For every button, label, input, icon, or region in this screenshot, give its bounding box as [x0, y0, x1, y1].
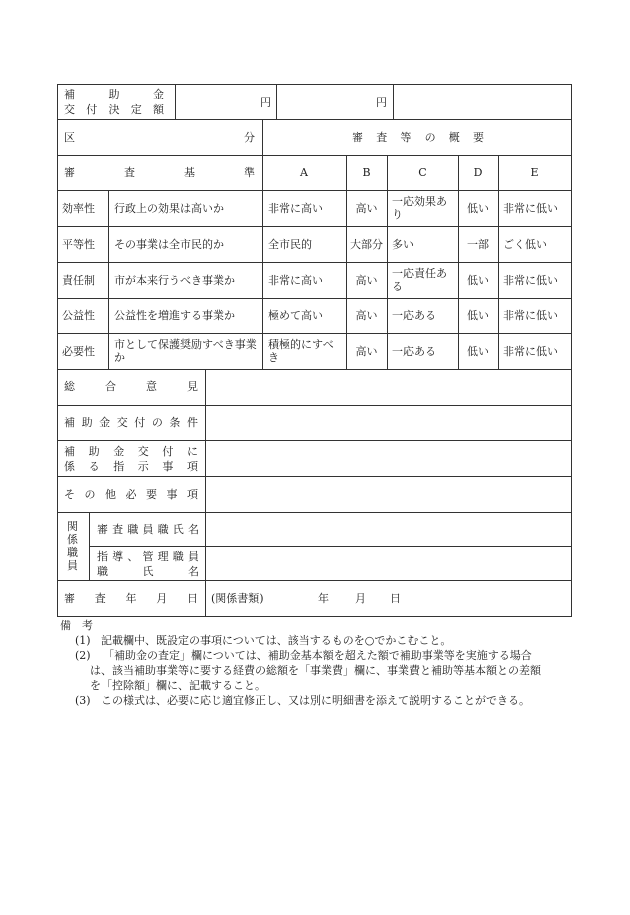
note-3-text: この様式は、必要に応じ適宜修正し、又は別に明細書を添えて説明することができる。 — [101, 694, 530, 707]
criterion-question: 公益性を増進する事業か — [114, 309, 235, 322]
grade-b-cell: 高い — [355, 345, 378, 358]
note-2-text-line3: を「控除額」欄に、記載すること。 — [90, 679, 266, 692]
criterion-name: 責任制 — [62, 274, 95, 287]
grade-e-cell: 非常に低い — [503, 345, 558, 358]
grade-d-cell: 低い — [467, 202, 489, 215]
related-documents-label: (関係書類) — [211, 592, 264, 605]
col-divider — [498, 155, 499, 369]
day-unit: 日 — [390, 592, 401, 605]
grade-c-cell: 多い — [392, 238, 414, 251]
col-divider — [458, 155, 459, 369]
col-divider — [262, 119, 263, 369]
yen-unit-2: 円 — [376, 96, 387, 109]
grade-a-cell: 積極的にすべき — [268, 338, 334, 364]
grade-header-c: C — [418, 166, 427, 179]
grant-instructions-label-line2: 係 る 指 示 事 項 — [64, 460, 198, 473]
grade-a-cell: 全市民的 — [268, 238, 312, 251]
criterion-question: 市が本来行うべき事業か — [114, 274, 235, 287]
row-divider — [57, 298, 572, 299]
note-2-text-line1: 「補助金の査定」欄については、補助金基本額を超えた額で補助事業等を実施する場合 — [103, 649, 532, 662]
row-divider — [57, 405, 572, 406]
table-border-top — [57, 84, 572, 85]
grade-d-cell: 低い — [467, 274, 489, 287]
grade-c-cell: 一応責任ある — [392, 267, 447, 293]
criterion-question: 行政上の効果は高いか — [114, 202, 224, 215]
grade-header-d: D — [473, 166, 483, 179]
grade-e-cell: 非常に低い — [503, 202, 558, 215]
table-border-bottom — [57, 616, 572, 617]
grade-d-cell: 低い — [467, 309, 489, 322]
row-divider — [57, 119, 572, 120]
grade-e-cell: ごく低い — [503, 238, 547, 251]
yen-unit-1: 円 — [260, 96, 271, 109]
row-divider — [57, 440, 572, 441]
row-divider — [57, 512, 572, 513]
grade-header-e: E — [530, 166, 539, 179]
other-matters-label: そ の 他 必 要 事 項 — [64, 488, 198, 501]
grade-a-cell: 非常に高い — [268, 202, 323, 215]
col-divider — [205, 369, 206, 617]
table-border-left — [57, 84, 58, 617]
col-divider — [346, 155, 347, 369]
row-divider — [57, 155, 572, 156]
criterion-question: その事業は全市民的か — [114, 238, 224, 251]
col-divider — [89, 512, 90, 581]
manager-name-label-line1: 指 導 、 管 理 職 員 — [97, 550, 199, 563]
grade-c-cell: 一応ある — [392, 345, 436, 358]
overall-opinion-label: 総 合 意 見 — [64, 380, 198, 393]
month-unit: 月 — [355, 592, 366, 605]
note-2-number: (2) — [75, 649, 91, 662]
grade-c-cell: 一応ある — [392, 309, 436, 322]
review-date-label: 審 査 年 月 日 — [64, 592, 198, 605]
row-divider — [57, 580, 572, 581]
grant-instructions-label-line1: 補 助 金 交 付 に — [64, 445, 198, 458]
criterion-name: 必要性 — [62, 345, 95, 358]
related-staff-label: 関係職員 — [67, 520, 78, 572]
row-divider — [57, 190, 572, 191]
grade-e-cell: 非常に低い — [503, 309, 558, 322]
grade-header-a: A — [300, 166, 308, 179]
col-divider — [387, 155, 388, 369]
row-divider — [57, 226, 572, 227]
grade-b-cell: 高い — [355, 309, 378, 322]
note-3-number: (3) — [75, 694, 91, 707]
grant-conditions-label: 補 助 金 交 付 の 条 件 — [64, 416, 198, 429]
criterion-name: 効率性 — [62, 202, 95, 215]
section-label: 区 分 — [64, 131, 255, 144]
notes-title: 備 考 — [60, 619, 93, 632]
amount-label-line2: 交 付 決 定 額 — [64, 103, 164, 116]
review-overview-label: 審 査 等 の 概 要 — [352, 131, 484, 144]
amount-label-line1: 補 助 金 — [64, 88, 164, 101]
criterion-name: 公益性 — [62, 309, 95, 322]
col-divider — [108, 190, 109, 369]
grade-b-cell: 高い — [355, 274, 378, 287]
grade-a-cell: 非常に高い — [268, 274, 323, 287]
grade-c-cell: 一応効果あり — [392, 195, 447, 221]
manager-name-label-line2: 職 氏 名 — [97, 565, 199, 578]
row-divider — [57, 369, 572, 370]
criterion-name: 平等性 — [62, 238, 95, 251]
criterion-question: 市として保護奨励すべき事業か — [114, 338, 257, 364]
grade-b-cell: 高い — [355, 202, 378, 215]
note-1-text: 記載欄中、既設定の事項については、該当するものを○でかこむこと。 — [101, 634, 452, 647]
col-divider — [393, 84, 394, 120]
table-border-right — [571, 84, 572, 617]
year-unit: 年 — [318, 592, 329, 605]
reviewer-name-label: 審 査 職 員 職 氏 名 — [97, 523, 199, 536]
grade-a-cell: 極めて高い — [268, 309, 323, 322]
row-divider-partial — [89, 546, 572, 547]
grade-header-b: B — [362, 166, 371, 179]
note-2-text-line2: は、該当補助事業等に要する経費の総額を「事業費」欄に、事業費と補助等基本額との差額 — [90, 664, 541, 677]
note-1-number: (1) — [75, 634, 91, 647]
row-divider — [57, 476, 572, 477]
col-divider — [276, 84, 277, 120]
grade-d-cell: 一部 — [467, 238, 489, 251]
grade-b-cell: 大部分 — [350, 238, 383, 251]
grade-e-cell: 非常に低い — [503, 274, 558, 287]
row-divider — [57, 262, 572, 263]
col-divider — [175, 84, 176, 120]
row-divider — [57, 333, 572, 334]
grade-d-cell: 低い — [467, 345, 489, 358]
criteria-label: 審 査 基 準 — [64, 166, 255, 179]
